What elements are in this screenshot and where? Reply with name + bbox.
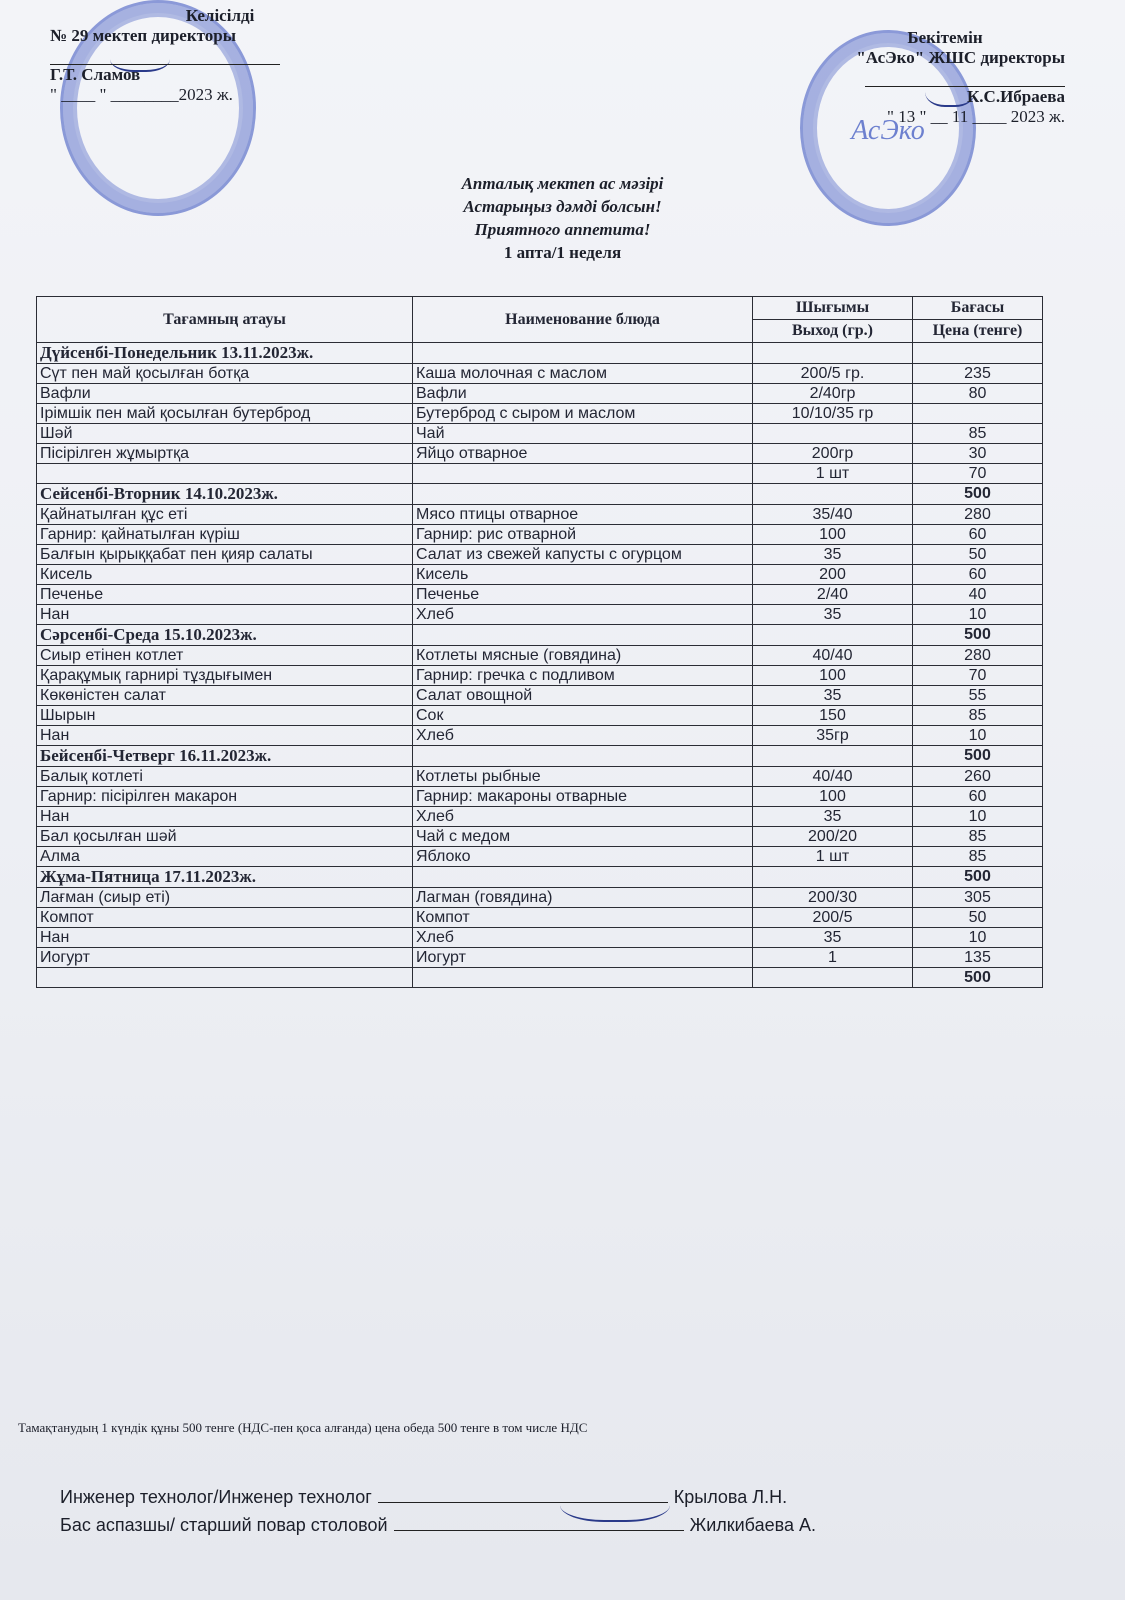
dish-price: 235 — [913, 364, 1043, 384]
dish-name-ru: Гарнир: макароны отварные — [413, 787, 753, 807]
dish-price: 30 — [913, 444, 1043, 464]
dish-name-ru: Иогурт — [413, 948, 753, 968]
dish-output: 100 — [753, 666, 913, 686]
dish-name-ru: Бутерброд с сыром и маслом — [413, 404, 753, 424]
dish-name-ru: Чай с медом — [413, 827, 753, 847]
day-header-row — [37, 746, 1043, 767]
dish-price: 70 — [913, 666, 1043, 686]
dish-name-ru: Чай — [413, 424, 753, 444]
agreed-label: Келісілді — [185, 6, 255, 25]
dish-price: 280 — [913, 646, 1043, 666]
menu-titles — [0, 172, 1125, 264]
seal-text: АсЭко — [851, 115, 925, 146]
empty-cell — [753, 625, 913, 646]
dish-name-kz: Нан — [37, 605, 413, 625]
table-row — [37, 928, 1043, 948]
table-row — [37, 666, 1043, 686]
director-name-left: Г.Т. Сламов — [50, 65, 141, 84]
dish-price: 305 — [913, 888, 1043, 908]
dish-name-ru: Кисель — [413, 565, 753, 585]
dish-price: 85 — [913, 706, 1043, 726]
dish-output — [753, 424, 913, 444]
table-row — [37, 948, 1043, 968]
dish-name-kz: Балғын қырыққабат пен қияр салаты — [37, 545, 413, 565]
director-title-left: № 29 мектеп директоры — [50, 26, 236, 45]
day-header-row — [37, 625, 1043, 646]
col-header-name-ru: Наименование блюда — [413, 297, 753, 343]
empty-cell — [37, 968, 413, 988]
dish-name-ru — [413, 464, 753, 484]
dish-name-kz: Сүт пен май қосылған ботқа — [37, 364, 413, 384]
final-total: 500 — [913, 968, 1043, 988]
table-row — [37, 726, 1043, 746]
dish-price — [913, 404, 1043, 424]
menu-table — [36, 296, 1043, 988]
day-header-row — [37, 867, 1043, 888]
dish-name-ru: Хлеб — [413, 807, 753, 827]
table-row — [37, 525, 1043, 545]
empty-cell — [753, 968, 913, 988]
dish-output: 100 — [753, 787, 913, 807]
dish-name-ru: Компот — [413, 908, 753, 928]
day-total — [913, 343, 1043, 364]
dish-name-ru: Котлеты рыбные — [413, 767, 753, 787]
dish-name-kz: Нан — [37, 928, 413, 948]
empty-cell — [753, 746, 913, 767]
dish-name-kz: Нан — [37, 807, 413, 827]
dish-output: 1 шт — [753, 847, 913, 867]
title-bon-appetit-ru: Приятного аппетита! — [474, 220, 651, 239]
dish-price: 50 — [913, 908, 1043, 928]
dish-output: 1 — [753, 948, 913, 968]
dish-name-ru: Каша молочная с маслом — [413, 364, 753, 384]
signature-name: Крылова Л.Н. — [673, 1487, 788, 1507]
dish-name-kz: Көкөністен салат — [37, 686, 413, 706]
dish-price: 70 — [913, 464, 1043, 484]
dish-name-ru: Салат из свежей капусты с огурцом — [413, 545, 753, 565]
dish-name-kz: Балық котлеті — [37, 767, 413, 787]
dish-name-kz: Печенье — [37, 585, 413, 605]
dish-output: 200/5 — [753, 908, 913, 928]
day-total: 500 — [913, 625, 1043, 646]
dish-price: 10 — [913, 807, 1043, 827]
dish-output: 200 — [753, 565, 913, 585]
day-label: Жұма-Пятница 17.11.2023ж. — [37, 867, 413, 888]
dish-name-ru: Яблоко — [413, 847, 753, 867]
dish-output: 200/5 гр. — [753, 364, 913, 384]
table-row — [37, 686, 1043, 706]
dish-output: 2/40гр — [753, 384, 913, 404]
table-row — [37, 847, 1043, 867]
dish-name-kz: Қайнатылған құс еті — [37, 505, 413, 525]
dish-price: 55 — [913, 686, 1043, 706]
dish-price: 10 — [913, 726, 1043, 746]
dish-price: 40 — [913, 585, 1043, 605]
dish-price: 60 — [913, 565, 1043, 585]
approval-block-right — [765, 28, 1065, 127]
price-note: Тамақтанудың 1 күндік құны 500 тенге (НДС-пен қоса алғанда) цена обеда 500 тенге в том числе НДС — [18, 1420, 588, 1435]
dish-price: 85 — [913, 827, 1043, 847]
table-row — [37, 767, 1043, 787]
signatures-block — [60, 1483, 1060, 1539]
director-title-right: "АсЭко" ЖШС директоры — [856, 48, 1065, 67]
dish-name-ru: Хлеб — [413, 726, 753, 746]
dish-name-ru: Печенье — [413, 585, 753, 605]
dish-name-kz: Компот — [37, 908, 413, 928]
dish-name-ru: Яйцо отварное — [413, 444, 753, 464]
dish-price: 60 — [913, 787, 1043, 807]
dish-name-kz: Иогурт — [37, 948, 413, 968]
approved-label: Бекітемін — [907, 28, 983, 47]
dish-name-ru: Сок — [413, 706, 753, 726]
dish-price: 10 — [913, 928, 1043, 948]
dish-output: 200гр — [753, 444, 913, 464]
day-total: 500 — [913, 484, 1043, 505]
dish-price: 60 — [913, 525, 1043, 545]
day-header-row — [37, 343, 1043, 364]
dish-name-ru: Гарнир: гречка с подливом — [413, 666, 753, 686]
dish-name-kz: Алма — [37, 847, 413, 867]
table-row — [37, 505, 1043, 525]
dish-name-ru: Хлеб — [413, 605, 753, 625]
dish-output: 40/40 — [753, 646, 913, 666]
table-row — [37, 444, 1043, 464]
dish-price: 135 — [913, 948, 1043, 968]
table-row — [37, 888, 1043, 908]
day-header-row — [37, 484, 1043, 505]
dish-name-kz: Лағман (сиыр еті) — [37, 888, 413, 908]
dish-price: 85 — [913, 847, 1043, 867]
empty-cell — [753, 867, 913, 888]
table-row — [37, 545, 1043, 565]
dish-output: 2/40 — [753, 585, 913, 605]
dish-output: 35 — [753, 686, 913, 706]
dish-name-kz: Қарақұмық гарнирі тұздығымен — [37, 666, 413, 686]
dish-name-kz: Вафли — [37, 384, 413, 404]
day-label: Сейсенбі-Вторник 14.10.2023ж. — [37, 484, 413, 505]
title-week-number: 1 апта/1 неделя — [503, 243, 622, 262]
dish-name-ru: Гарнир: рис отварной — [413, 525, 753, 545]
title-weekly-menu: Апталық мектеп ас мәзірі — [461, 174, 664, 193]
dish-price: 85 — [913, 424, 1043, 444]
table-row — [37, 404, 1043, 424]
dish-name-ru: Салат овощной — [413, 686, 753, 706]
dish-output: 100 — [753, 525, 913, 545]
empty-cell — [413, 343, 753, 364]
col-header-output-ru: Выход (гр.) — [753, 320, 913, 343]
dish-name-ru: Котлеты мясные (говядина) — [413, 646, 753, 666]
table-row — [37, 646, 1043, 666]
table-row — [37, 565, 1043, 585]
approval-block-left — [50, 6, 370, 105]
dish-output: 35 — [753, 605, 913, 625]
dish-name-ru: Хлеб — [413, 928, 753, 948]
signature-role: Бас аспазшы/ старший повар столовой — [60, 1515, 388, 1535]
signature-line-right — [865, 68, 1065, 87]
dish-name-kz: Бал қосылған шәй — [37, 827, 413, 847]
empty-cell — [413, 968, 753, 988]
table-header-row — [37, 297, 1043, 320]
signature-line-left — [50, 46, 280, 65]
empty-cell — [413, 746, 753, 767]
table-row — [37, 706, 1043, 726]
dish-output: 35/40 — [753, 505, 913, 525]
empty-cell — [413, 484, 753, 505]
day-label: Сәрсенбі-Среда 15.10.2023ж. — [37, 625, 413, 646]
empty-cell — [753, 484, 913, 505]
dish-name-kz: Гарнир: қайнатылған күріш — [37, 525, 413, 545]
dish-name-kz: Пісірілген жұмыртқа — [37, 444, 413, 464]
signature-row — [60, 1511, 1060, 1539]
dish-name-kz: Ірімшік пен май қосылған бутерброд — [37, 404, 413, 424]
col-header-output-kz: Шығымы — [753, 297, 913, 320]
dish-name-ru: Мясо птицы отварное — [413, 505, 753, 525]
dish-price: 280 — [913, 505, 1043, 525]
dish-name-ru: Лагман (говядина) — [413, 888, 753, 908]
dish-output: 40/40 — [753, 767, 913, 787]
dish-name-kz: Шырын — [37, 706, 413, 726]
director-name-right: К.С.Ибраева — [966, 87, 1065, 106]
dish-output: 1 шт — [753, 464, 913, 484]
dish-price: 80 — [913, 384, 1043, 404]
signature-mark-bottom — [560, 1480, 670, 1522]
dish-output: 10/10/35 гр — [753, 404, 913, 424]
table-row — [37, 384, 1043, 404]
signature-name: Жилкибаева А. — [689, 1515, 816, 1535]
dish-name-kz: Шәй — [37, 424, 413, 444]
table-row — [37, 424, 1043, 444]
dish-name-kz: Сиыр етінен котлет — [37, 646, 413, 666]
table-row — [37, 364, 1043, 384]
dish-output: 150 — [753, 706, 913, 726]
empty-cell — [753, 343, 913, 364]
table-row — [37, 908, 1043, 928]
dish-name-kz: Кисель — [37, 565, 413, 585]
dish-output: 35гр — [753, 726, 913, 746]
table-row — [37, 464, 1043, 484]
col-header-price-ru: Цена (тенге) — [913, 320, 1043, 343]
title-bon-appetit-kz: Астарыңыз дәмді болсын! — [463, 197, 662, 216]
table-row — [37, 585, 1043, 605]
date-left: " ____ " ________2023 ж. — [50, 85, 233, 104]
dish-name-kz — [37, 464, 413, 484]
dish-price: 50 — [913, 545, 1043, 565]
dish-price: 10 — [913, 605, 1043, 625]
dish-output: 200/20 — [753, 827, 913, 847]
menu-table-body — [37, 343, 1043, 988]
signature-role: Инженер технолог/Инженер технолог — [60, 1487, 372, 1507]
table-row — [37, 787, 1043, 807]
day-label: Бейсенбі-Четверг 16.11.2023ж. — [37, 746, 413, 767]
col-header-price-kz: Бағасы — [913, 297, 1043, 320]
dish-name-kz: Гарнир: пісірілген макарон — [37, 787, 413, 807]
day-total: 500 — [913, 746, 1043, 767]
dish-output: 35 — [753, 545, 913, 565]
table-row — [37, 605, 1043, 625]
empty-cell — [413, 867, 753, 888]
empty-cell — [413, 625, 753, 646]
dish-output: 35 — [753, 928, 913, 948]
dish-name-ru: Вафли — [413, 384, 753, 404]
dish-output: 200/30 — [753, 888, 913, 908]
date-right: " 13 " __ 11 ____ 2023 ж. — [887, 107, 1065, 126]
table-row — [37, 827, 1043, 847]
table-row — [37, 807, 1043, 827]
dish-output: 35 — [753, 807, 913, 827]
dish-price: 260 — [913, 767, 1043, 787]
final-total-row — [37, 968, 1043, 988]
day-label: Дүйсенбі-Понедельник 13.11.2023ж. — [37, 343, 413, 364]
col-header-name-kz: Тағамның атауы — [37, 297, 413, 343]
day-total: 500 — [913, 867, 1043, 888]
dish-name-kz: Нан — [37, 726, 413, 746]
